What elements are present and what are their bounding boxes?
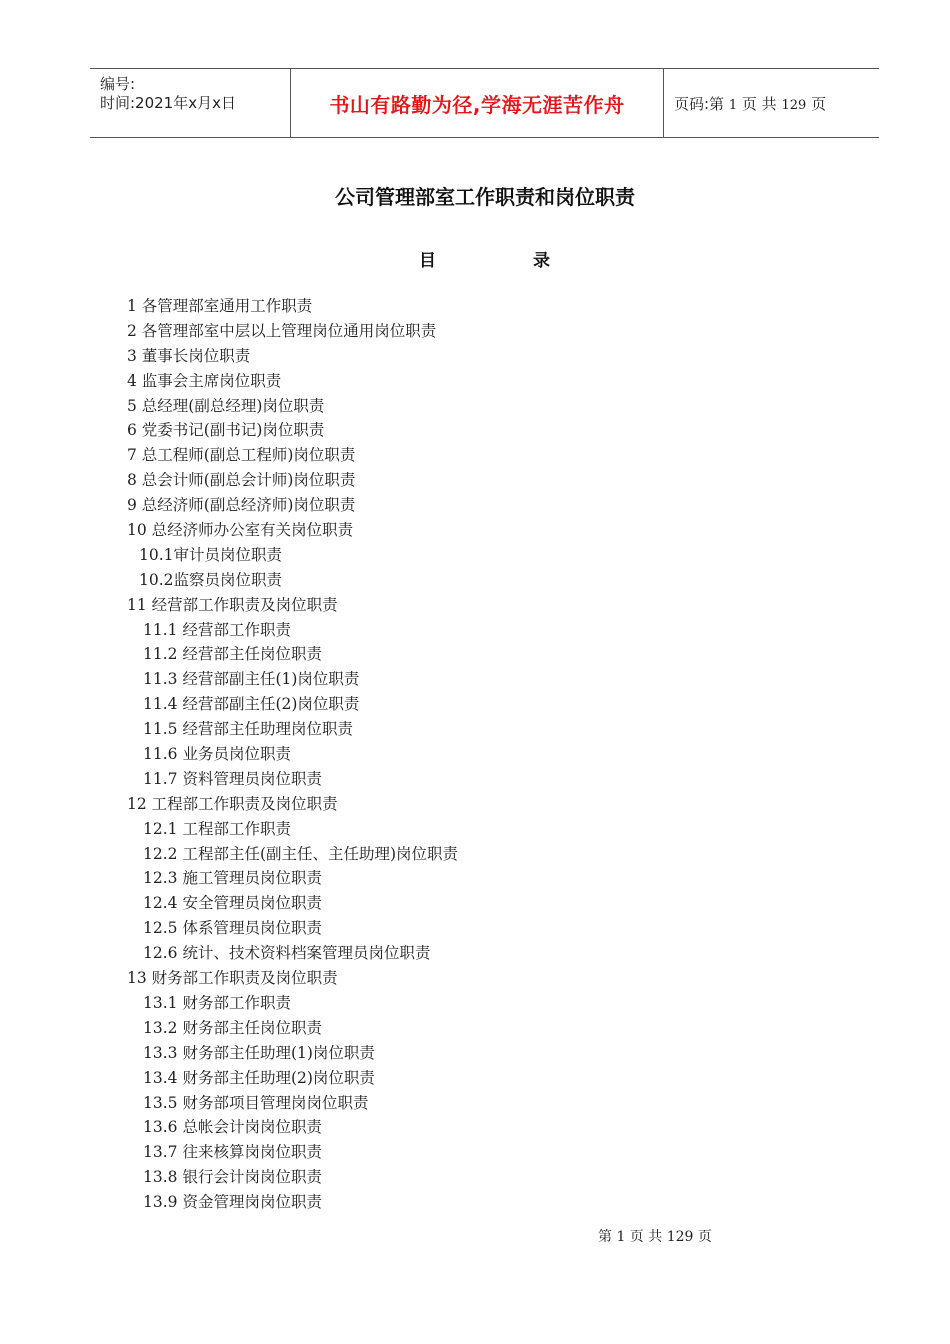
toc-subitem[interactable]: 11.3 经营部副主任(1)岗位职责 xyxy=(143,670,360,689)
toc-subitem[interactable]: 11.7 资料管理员岗位职责 xyxy=(143,769,322,788)
toc-item[interactable]: 10 总经济师办公室有关岗位职责 xyxy=(127,521,354,540)
table-of-contents xyxy=(0,294,950,1215)
document-time-label: 时间:2021年x月x日 xyxy=(100,94,236,112)
toc-subitem[interactable]: 12.1 工程部工作职责 xyxy=(143,819,291,838)
toc-item[interactable]: 1 各管理部室通用工作职责 xyxy=(127,297,313,315)
toc-item[interactable]: 12 工程部工作职责及岗位职责 xyxy=(127,794,338,813)
toc-item[interactable]: 11 经营部工作职责及岗位职责 xyxy=(127,595,338,614)
header-right-cell xyxy=(664,69,879,137)
page-footer: 第 1 页 共 129 页 xyxy=(598,1229,712,1245)
toc-subitem[interactable]: 11.2 经营部主任岗位职责 xyxy=(143,645,322,664)
toc-subitem[interactable]: 12.4 安全管理员岗位职责 xyxy=(143,894,322,913)
toc-subitem[interactable]: 13.4 财务部主任助理(2)岗位职责 xyxy=(143,1068,375,1087)
toc-subitem[interactable]: 12.3 施工管理员岗位职责 xyxy=(143,869,322,888)
toc-item[interactable]: 6 党委书记(副书记)岗位职责 xyxy=(127,421,325,440)
header-left-cell xyxy=(90,69,291,137)
toc-item[interactable]: 2 各管理部室中层以上管理岗位通用岗位职责 xyxy=(127,321,437,340)
toc-subitem[interactable]: 13.3 财务部主任助理(1)岗位职责 xyxy=(143,1043,375,1062)
toc-item[interactable]: 7 总工程师(副总工程师)岗位职责 xyxy=(127,446,356,465)
toc-subitem[interactable]: 13.1 财务部工作职责 xyxy=(143,993,291,1012)
page-header xyxy=(90,68,879,138)
toc-item[interactable]: 5 总经理(副总经理)岗位职责 xyxy=(127,396,325,415)
toc-subitem[interactable]: 13.7 往来核算岗岗位职责 xyxy=(143,1143,322,1162)
toc-item[interactable]: 4 监事会主席岗位职责 xyxy=(127,371,282,390)
page-current: 1 xyxy=(728,98,738,113)
toc-subitem[interactable]: 12.6 统计、技术资料档案管理员岗位职责 xyxy=(143,944,431,963)
toc-subitem[interactable]: 13.8 银行会计岗岗位职责 xyxy=(143,1168,322,1187)
document-title: 公司管理部室工作职责和岗位职责 xyxy=(335,185,635,209)
toc-subitem[interactable]: 10.1审计员岗位职责 xyxy=(139,545,283,564)
toc-subitem[interactable]: 12.2 工程部主任(副主任、主任助理)岗位职责 xyxy=(143,844,459,863)
toc-item[interactable]: 3 董事长岗位职责 xyxy=(127,346,251,365)
toc-item[interactable]: 13 财务部工作职责及岗位职责 xyxy=(127,969,338,988)
toc-subitem[interactable]: 11.1 经营部工作职责 xyxy=(143,620,291,639)
toc-heading-right: 录 xyxy=(533,251,550,271)
document-number-label: 编号: xyxy=(100,75,136,93)
toc-subitem[interactable]: 12.5 体系管理员岗位职责 xyxy=(143,919,322,938)
toc-subitem[interactable]: 13.6 总帐会计岗岗位职责 xyxy=(143,1118,322,1137)
toc-item[interactable]: 9 总经济师(副总经济师)岗位职责 xyxy=(127,496,356,515)
page-code-suffix: 页 xyxy=(811,95,827,113)
toc-subitem[interactable]: 11.4 经营部副主任(2)岗位职责 xyxy=(143,695,360,714)
page-code-mid: 页 共 xyxy=(741,95,777,113)
toc-subitem[interactable]: 13.9 资金管理岗岗位职责 xyxy=(143,1193,322,1212)
toc-heading-left: 目 xyxy=(419,251,436,271)
toc-item[interactable]: 8 总会计师(副总会计师)岗位职责 xyxy=(127,471,356,490)
header-page-code xyxy=(674,93,826,114)
page-code-prefix: 页码:第 xyxy=(674,95,725,113)
page-total: 129 xyxy=(781,98,807,113)
toc-subitem[interactable]: 10.2监察员岗位职责 xyxy=(139,570,283,589)
toc-subitem[interactable]: 13.5 财务部项目管理岗岗位职责 xyxy=(143,1093,369,1112)
toc-subitem[interactable]: 11.6 业务员岗位职责 xyxy=(143,745,291,764)
header-motto: 书山有路勤为径,学海无涯苦作舟 xyxy=(329,93,625,117)
toc-subitem[interactable]: 11.5 经营部主任助理岗位职责 xyxy=(143,720,353,739)
header-middle-cell xyxy=(291,69,664,137)
toc-subitem[interactable]: 13.2 财务部主任岗位职责 xyxy=(143,1018,322,1037)
